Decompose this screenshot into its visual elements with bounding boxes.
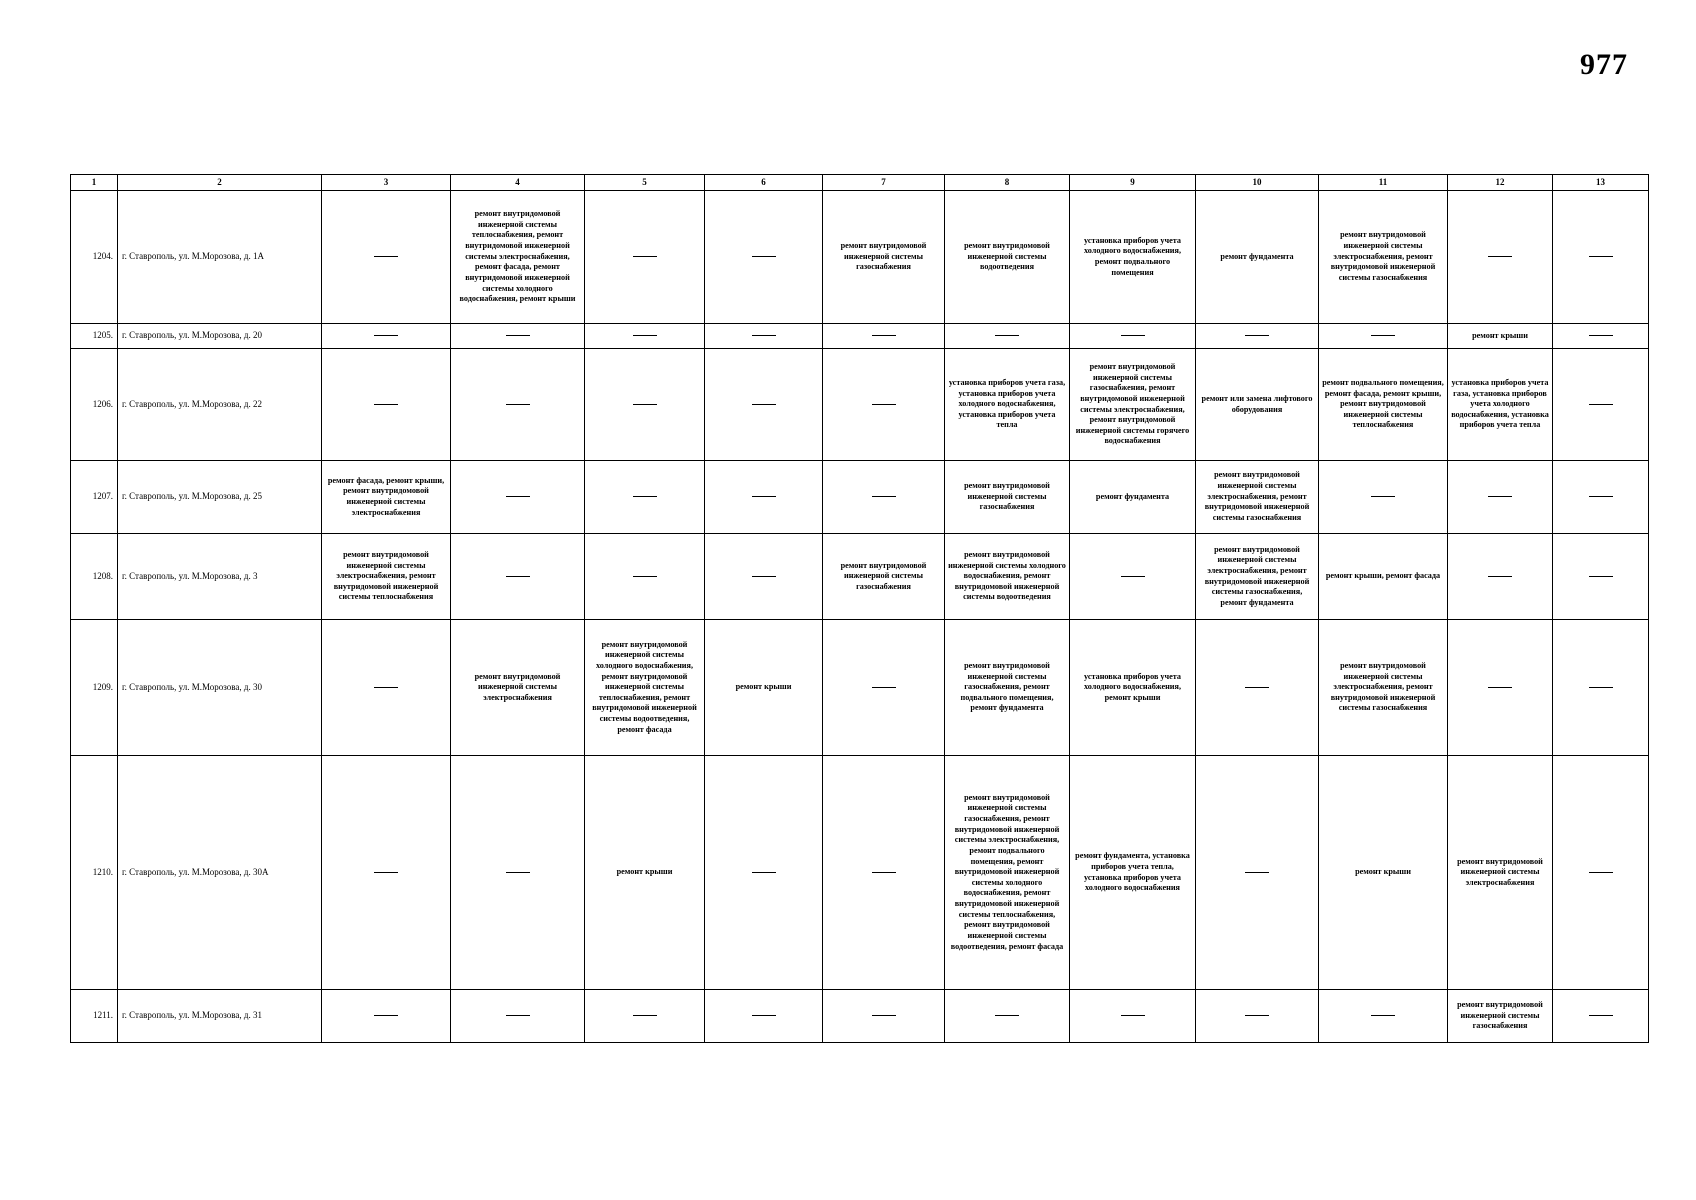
empty-dash-cell <box>585 349 705 461</box>
empty-dash-cell <box>451 461 585 534</box>
table-row <box>71 324 1649 349</box>
empty-dash-cell <box>322 990 451 1043</box>
row-number: 1209. <box>71 620 118 756</box>
dash-mark <box>1245 1015 1269 1016</box>
empty-dash-cell <box>451 349 585 461</box>
empty-dash-cell <box>823 461 945 534</box>
dash-mark <box>1121 576 1145 577</box>
empty-dash-cell <box>451 756 585 990</box>
column-header: 9 <box>1070 175 1196 191</box>
dash-mark <box>506 1015 530 1016</box>
address-cell: г. Ставрополь, ул. М.Морозова, д. 30 <box>118 620 322 756</box>
dash-mark <box>1371 335 1395 336</box>
dash-mark <box>1245 687 1269 688</box>
dash-mark <box>374 1015 398 1016</box>
empty-dash-cell <box>1196 324 1319 349</box>
dash-mark <box>506 335 530 336</box>
dash-mark <box>872 1015 896 1016</box>
empty-dash-cell <box>322 191 451 324</box>
empty-dash-cell <box>585 461 705 534</box>
row-number: 1205. <box>71 324 118 349</box>
empty-dash-cell <box>1196 756 1319 990</box>
row-number: 1204. <box>71 191 118 324</box>
dash-mark <box>633 404 657 405</box>
column-header: 5 <box>585 175 705 191</box>
dash-mark <box>374 335 398 336</box>
empty-dash-cell <box>1553 534 1649 620</box>
empty-dash-cell <box>1070 534 1196 620</box>
empty-dash-cell <box>823 349 945 461</box>
dash-mark <box>995 335 1019 336</box>
work-description-cell: установка приборов учета холодного водоснабжения, ремонт подвального помещения <box>1070 191 1196 324</box>
row-number: 1207. <box>71 461 118 534</box>
repair-schedule-table <box>70 174 1649 1043</box>
dash-mark <box>374 687 398 688</box>
column-number-row <box>71 175 1649 191</box>
empty-dash-cell <box>451 990 585 1043</box>
work-description-cell: установка приборов учета газа, установка приборов учета холодного водоснабжения, установка приборов учета тепла <box>945 349 1070 461</box>
dash-mark <box>752 576 776 577</box>
dash-mark <box>374 256 398 257</box>
empty-dash-cell <box>1553 349 1649 461</box>
empty-dash-cell <box>1448 620 1553 756</box>
work-description-cell: ремонт внутридомовой инженерной системы электроснабжения, ремонт внутридомовой инженерной системы газоснабжения <box>1319 191 1448 324</box>
empty-dash-cell <box>585 191 705 324</box>
work-description-cell: ремонт крыши <box>705 620 823 756</box>
empty-dash-cell <box>705 191 823 324</box>
empty-dash-cell <box>1553 191 1649 324</box>
work-description-cell: ремонт внутридомовой инженерной системы холодного водоснабжения, ремонт внутридомовой инженерной системы теплоснабжения, ремонт внутридомовой инженерной системы водоотведения, ремонт фасада <box>585 620 705 756</box>
empty-dash-cell <box>451 534 585 620</box>
dash-mark <box>1589 872 1613 873</box>
column-header: 3 <box>322 175 451 191</box>
empty-dash-cell <box>1196 990 1319 1043</box>
dash-mark <box>1245 335 1269 336</box>
dash-mark <box>872 335 896 336</box>
table-row <box>71 191 1649 324</box>
row-number: 1206. <box>71 349 118 461</box>
column-header: 2 <box>118 175 322 191</box>
dash-mark <box>506 496 530 497</box>
address-cell: г. Ставрополь, ул. М.Морозова, д. 31 <box>118 990 322 1043</box>
dash-mark <box>374 404 398 405</box>
dash-mark <box>1121 335 1145 336</box>
table-row <box>71 461 1649 534</box>
empty-dash-cell <box>1448 191 1553 324</box>
work-description-cell: ремонт внутридомовой инженерной системы электроснабжения, ремонт внутридомовой инженерной системы теплоснабжения <box>322 534 451 620</box>
dash-mark <box>1589 1015 1613 1016</box>
dash-mark <box>752 496 776 497</box>
empty-dash-cell <box>585 990 705 1043</box>
empty-dash-cell <box>705 534 823 620</box>
work-description-cell: ремонт крыши <box>1319 756 1448 990</box>
empty-dash-cell <box>451 324 585 349</box>
column-header: 4 <box>451 175 585 191</box>
dash-mark <box>872 872 896 873</box>
dash-mark <box>1589 687 1613 688</box>
dash-mark <box>633 576 657 577</box>
row-number: 1208. <box>71 534 118 620</box>
work-description-cell: ремонт внутридомовой инженерной системы газоснабжения, ремонт подвального помещения, ремонт фундамента <box>945 620 1070 756</box>
empty-dash-cell <box>1070 990 1196 1043</box>
row-number: 1211. <box>71 990 118 1043</box>
dash-mark <box>752 872 776 873</box>
work-description-cell: ремонт внутридомовой инженерной системы электроснабжения, ремонт внутридомовой инженерной системы газоснабжения, ремонт фундамента <box>1196 534 1319 620</box>
empty-dash-cell <box>585 324 705 349</box>
column-header: 1 <box>71 175 118 191</box>
work-description-cell: ремонт внутридомовой инженерной системы теплоснабжения, ремонт внутридомовой инженерной системы электроснабжения, ремонт фасада, ремонт внутридомовой инженерной системы холодного водоснабжения, ремонт крыши <box>451 191 585 324</box>
empty-dash-cell <box>1319 990 1448 1043</box>
empty-dash-cell <box>823 620 945 756</box>
empty-dash-cell <box>823 990 945 1043</box>
work-description-cell: ремонт крыши <box>585 756 705 990</box>
dash-mark <box>1488 687 1512 688</box>
dash-mark <box>995 1015 1019 1016</box>
address-cell: г. Ставрополь, ул. М.Морозова, д. 20 <box>118 324 322 349</box>
dash-mark <box>633 335 657 336</box>
address-cell: г. Ставрополь, ул. М.Морозова, д. 1А <box>118 191 322 324</box>
dash-mark <box>1488 256 1512 257</box>
column-header: 10 <box>1196 175 1319 191</box>
work-description-cell: ремонт фундамента <box>1070 461 1196 534</box>
address-cell: г. Ставрополь, ул. М.Морозова, д. 22 <box>118 349 322 461</box>
work-description-cell: ремонт внутридомовой инженерной системы газоснабжения, ремонт внутридомовой инженерной системы электроснабжения, ремонт внутридомовой инженерной системы горячего водоснабжения <box>1070 349 1196 461</box>
empty-dash-cell <box>1448 461 1553 534</box>
work-description-cell: ремонт внутридомовой инженерной системы газоснабжения <box>1448 990 1553 1043</box>
table-row <box>71 534 1649 620</box>
dash-mark <box>1488 496 1512 497</box>
dash-mark <box>374 872 398 873</box>
work-description-cell: ремонт внутридомовой инженерной системы электроснабжения <box>1448 756 1553 990</box>
empty-dash-cell <box>705 756 823 990</box>
address-cell: г. Ставрополь, ул. М.Морозова, д. 25 <box>118 461 322 534</box>
work-description-cell: ремонт фундамента, установка приборов учета тепла, установка приборов учета холодного водоснабжения <box>1070 756 1196 990</box>
column-header: 13 <box>1553 175 1649 191</box>
work-description-cell: установка приборов учета холодного водоснабжения, ремонт крыши <box>1070 620 1196 756</box>
work-description-cell: ремонт внутридомовой инженерной системы электроснабжения <box>451 620 585 756</box>
work-description-cell: ремонт крыши, ремонт фасада <box>1319 534 1448 620</box>
empty-dash-cell <box>322 324 451 349</box>
empty-dash-cell <box>1553 990 1649 1043</box>
work-description-cell: ремонт внутридомовой инженерной системы газоснабжения, ремонт внутридомовой инженерной системы электроснабжения, ремонт подвального помещения, ремонт внутридомовой инженерной системы холодного водоснабжения, ремонт внутридомовой инженерной системы теплоснабжения, ремонт внутридомовой инженерной системы водоотведения, ремонт фасада <box>945 756 1070 990</box>
empty-dash-cell <box>1553 461 1649 534</box>
column-header: 8 <box>945 175 1070 191</box>
empty-dash-cell <box>1448 534 1553 620</box>
empty-dash-cell <box>1070 324 1196 349</box>
work-description-cell: ремонт или замена лифтового оборудования <box>1196 349 1319 461</box>
dash-mark <box>506 576 530 577</box>
work-description-cell: ремонт подвального помещения, ремонт фасада, ремонт крыши, ремонт внутридомовой инженерной системы теплоснабжения <box>1319 349 1448 461</box>
empty-dash-cell <box>705 461 823 534</box>
dash-mark <box>752 404 776 405</box>
dash-mark <box>1121 1015 1145 1016</box>
empty-dash-cell <box>322 349 451 461</box>
empty-dash-cell <box>1319 461 1448 534</box>
dash-mark <box>506 404 530 405</box>
empty-dash-cell <box>705 990 823 1043</box>
empty-dash-cell <box>705 324 823 349</box>
dash-mark <box>1488 576 1512 577</box>
work-description-cell: ремонт внутридомовой инженерной системы газоснабжения <box>823 534 945 620</box>
empty-dash-cell <box>823 756 945 990</box>
column-header: 12 <box>1448 175 1553 191</box>
dash-mark <box>872 687 896 688</box>
work-description-cell: ремонт внутридомовой инженерной системы электроснабжения, ремонт внутридомовой инженерной системы газоснабжения <box>1196 461 1319 534</box>
dash-mark <box>872 496 896 497</box>
empty-dash-cell <box>322 620 451 756</box>
address-cell: г. Ставрополь, ул. М.Морозова, д. 3 <box>118 534 322 620</box>
empty-dash-cell <box>1319 324 1448 349</box>
dash-mark <box>1371 1015 1395 1016</box>
dash-mark <box>1589 335 1613 336</box>
dash-mark <box>872 404 896 405</box>
dash-mark <box>1589 496 1613 497</box>
work-description-cell: ремонт внутридомовой инженерной системы водоотведения <box>945 191 1070 324</box>
dash-mark <box>752 256 776 257</box>
dash-mark <box>1245 872 1269 873</box>
table-row <box>71 620 1649 756</box>
work-description-cell: ремонт фасада, ремонт крыши, ремонт внутридомовой инженерной системы электроснабжения <box>322 461 451 534</box>
column-header: 6 <box>705 175 823 191</box>
empty-dash-cell <box>1553 756 1649 990</box>
empty-dash-cell <box>1553 620 1649 756</box>
empty-dash-cell <box>322 756 451 990</box>
row-number: 1210. <box>71 756 118 990</box>
page-number: 977 <box>1580 48 1628 81</box>
dash-mark <box>1589 256 1613 257</box>
dash-mark <box>1589 576 1613 577</box>
dash-mark <box>633 256 657 257</box>
empty-dash-cell <box>945 324 1070 349</box>
table-row <box>71 349 1649 461</box>
work-description-cell: ремонт фундамента <box>1196 191 1319 324</box>
work-description-cell: установка приборов учета газа, установка приборов учета холодного водоснабжения, установка приборов учета тепла <box>1448 349 1553 461</box>
empty-dash-cell <box>585 534 705 620</box>
empty-dash-cell <box>1196 620 1319 756</box>
empty-dash-cell <box>945 990 1070 1043</box>
dash-mark <box>1589 404 1613 405</box>
work-description-cell: ремонт внутридомовой инженерной системы газоснабжения <box>823 191 945 324</box>
column-header: 11 <box>1319 175 1448 191</box>
dash-mark <box>1371 496 1395 497</box>
work-description-cell: ремонт внутридомовой инженерной системы газоснабжения <box>945 461 1070 534</box>
dash-mark <box>506 872 530 873</box>
work-description-cell: ремонт крыши <box>1448 324 1553 349</box>
table-row <box>71 756 1649 990</box>
empty-dash-cell <box>823 324 945 349</box>
empty-dash-cell <box>705 349 823 461</box>
work-description-cell: ремонт внутридомовой инженерной системы холодного водоснабжения, ремонт внутридомовой инженерной системы водоотведения <box>945 534 1070 620</box>
dash-mark <box>752 335 776 336</box>
work-description-cell: ремонт внутридомовой инженерной системы электроснабжения, ремонт внутридомовой инженерной системы газоснабжения <box>1319 620 1448 756</box>
empty-dash-cell <box>1553 324 1649 349</box>
column-header: 7 <box>823 175 945 191</box>
address-cell: г. Ставрополь, ул. М.Морозова, д. 30А <box>118 756 322 990</box>
table-row <box>71 990 1649 1043</box>
dash-mark <box>633 496 657 497</box>
dash-mark <box>633 1015 657 1016</box>
dash-mark <box>752 1015 776 1016</box>
